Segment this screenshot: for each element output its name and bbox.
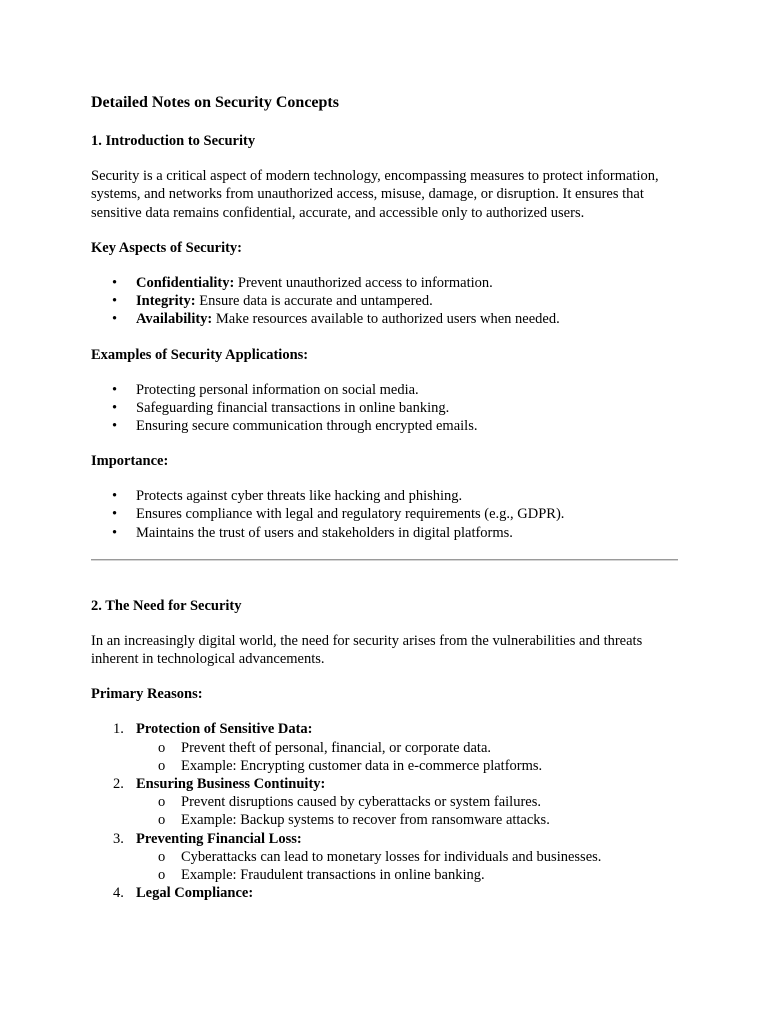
sub-item-text: Prevent theft of personal, financial, or corporate data. [181,739,492,756]
bullet-icon: • [112,524,118,541]
reason-title: Ensuring Business Continuity: [136,775,326,792]
key-aspects-list [91,274,678,329]
aspect-term: Confidentiality: [136,274,235,291]
list-item [91,399,678,417]
section-1-intro: Security is a critical aspect of modern technology, encompassing measures to protect information, systems, and networks from unauthorized access, misuse, damage, or disruption. It ensures that sensitive data remains confidential, accurate, and accessible only to authorized users. [91,168,659,221]
aspect-term: Integrity: [136,293,196,310]
reason-title: Legal Compliance: [136,885,254,902]
reason-title: Protection of Sensitive Data: [136,721,313,738]
importance-text: Protects against cyber threats like hacking and phishing. [136,488,463,505]
list-item [91,524,678,542]
sub-list-item [136,757,678,775]
aspect-term: Availability: [136,311,213,328]
bullet-icon: • [112,417,118,434]
list-item [91,884,678,902]
bullet-icon: • [112,293,118,310]
importance-text: Ensures compliance with legal and regulatory requirements (e.g., GDPR). [136,506,565,523]
sub-list-item [136,793,678,811]
importance-heading: Importance: [91,453,169,470]
list-item [91,292,678,310]
importance-text: Maintains the trust of users and stakeholders in digital platforms. [136,524,513,541]
list-item [91,381,678,399]
list-item [91,487,678,505]
list-item [91,775,678,830]
list-item [91,505,678,523]
sub-list [136,793,678,829]
sub-item-text: Example: Fraudulent transactions in online banking. [181,866,485,883]
list-item [91,830,678,885]
example-text: Protecting personal information on social media. [136,381,419,398]
item-number: 1. [113,721,124,738]
reason-title: Preventing Financial Loss: [136,830,302,847]
example-text: Ensuring secure communication through encrypted emails. [136,417,478,434]
sub-list [136,739,678,775]
sub-item-text: Cyberattacks can lead to monetary losses for individuals and businesses. [181,848,602,865]
aspect-text: Ensure data is accurate and untampered. [195,293,433,310]
list-item [91,417,678,435]
sub-bullet-icon: o [158,812,166,829]
item-number: 2. [113,775,124,792]
primary-reasons-list [91,720,678,902]
bullet-icon: • [112,274,118,291]
section-1-heading: 1. Introduction to Security [91,133,256,149]
section-divider [91,559,678,561]
list-item [91,310,678,328]
primary-reasons-heading: Primary Reasons: [91,686,203,703]
sub-bullet-icon: o [158,866,166,883]
list-item [91,720,678,775]
bullet-icon: • [112,399,118,416]
aspect-text: Prevent unauthorized access to information. [234,274,493,291]
examples-heading: Examples of Security Applications: [91,346,309,363]
section-2-heading: 2. The Need for Security [91,597,242,614]
sub-bullet-icon: o [158,739,166,756]
sub-item-text: Prevent disruptions caused by cyberattacks or system failures. [181,794,541,811]
examples-list [91,381,678,436]
document-title: Detailed Notes on Security Concepts [91,94,339,111]
sub-item-text: Example: Encrypting customer data in e-commerce platforms. [181,757,543,774]
sub-list-item [136,739,678,757]
list-item [91,274,678,292]
sub-bullet-icon: o [158,794,166,811]
item-number: 3. [113,830,124,847]
section-2-intro: In an increasingly digital world, the need for security arises from the vulnerabilities and threats inherent in technological advancements. [91,632,643,668]
bullet-icon: • [112,311,118,328]
sub-list [136,848,678,884]
importance-list [91,487,678,542]
example-text: Safeguarding financial transactions in online banking. [136,399,450,416]
item-number: 4. [113,885,124,902]
key-aspects-heading: Key Aspects of Security: [91,239,243,256]
sub-list-item [136,811,678,829]
sub-list-item [136,866,678,884]
sub-item-text: Example: Backup systems to recover from ransomware attacks. [181,812,550,829]
bullet-icon: • [112,381,118,398]
sub-bullet-icon: o [158,848,166,865]
bullet-icon: • [112,506,118,523]
sub-bullet-icon: o [158,757,166,774]
aspect-text: Make resources available to authorized users when needed. [212,311,560,328]
bullet-icon: • [112,488,118,505]
sub-list-item [136,848,678,866]
